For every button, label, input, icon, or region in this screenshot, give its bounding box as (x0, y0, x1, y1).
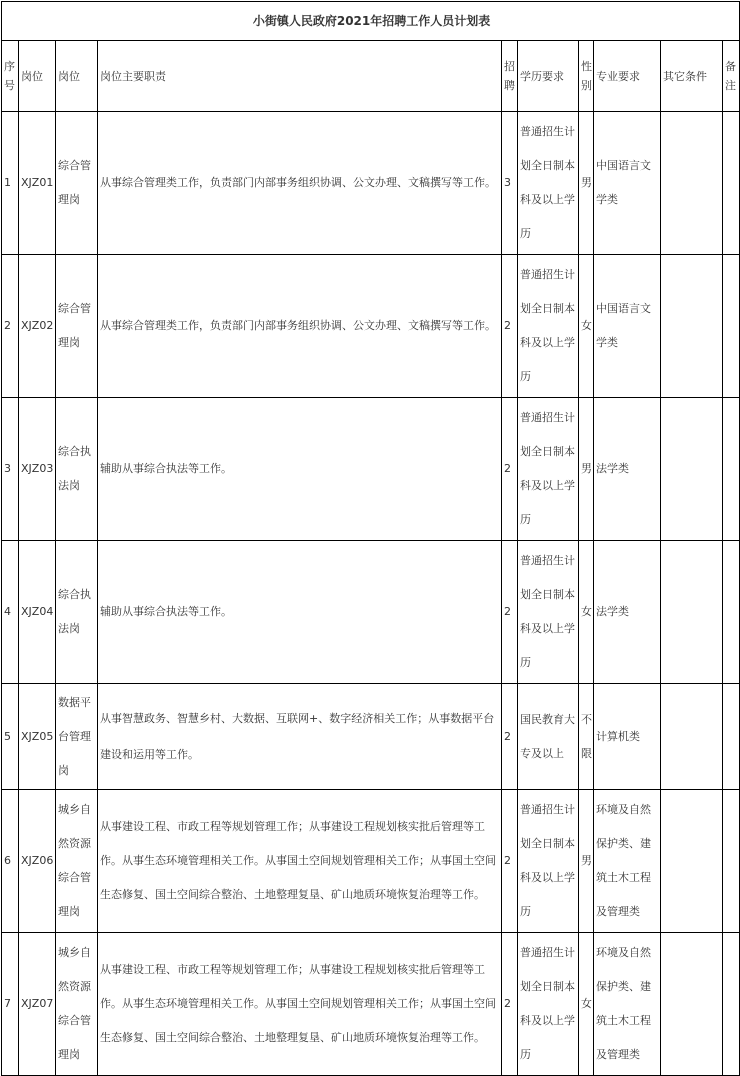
table-row (2, 684, 740, 790)
cell-other (661, 933, 723, 1076)
table-row (2, 255, 740, 398)
cell-major: 计算机类 (594, 684, 661, 790)
header-row (2, 41, 740, 112)
cell-education: 普通招生计划全日制本科及以上学历 (518, 790, 579, 933)
cell-post: 综合管理岗 (56, 255, 98, 398)
cell-gender: 男 (579, 398, 594, 541)
cell-other (661, 112, 723, 255)
cell-note (723, 684, 740, 790)
cell-duty: 从事智慧政务、智慧乡村、大数据、互联网+、数字经济相关工作；从事数据平台建设和运用等工作。 (98, 684, 502, 790)
cell-other (661, 398, 723, 541)
cell-seq: 6 (2, 790, 19, 933)
cell-post: 数据平台管理岗 (56, 684, 98, 790)
cell-code: XJZ01 (19, 112, 56, 255)
cell-other (661, 255, 723, 398)
cell-code: XJZ07 (19, 933, 56, 1076)
cell-duty: 从事综合管理类工作，负责部门内部事务组织协调、公文办理、文稿撰写等工作。 (98, 255, 502, 398)
cell-duty: 从事建设工程、市政工程等规划管理工作；从事建设工程规划核实批后管理等工作。从事生态环境管理相关工作。从事国土空间规划管理相关工作；从事国土空间生态修复、国土空间综合整治、土地整理复垦、矿山地质环境恢复治理等工作。 (98, 933, 502, 1076)
cell-gender: 男 (579, 790, 594, 933)
cell-code: XJZ02 (19, 255, 56, 398)
cell-education: 普通招生计划全日制本科及以上学历 (518, 398, 579, 541)
table-row (2, 398, 740, 541)
recruitment-plan-table (1, 1, 740, 1076)
cell-education: 普通招生计划全日制本科及以上学历 (518, 541, 579, 684)
header-code: 岗位 (19, 41, 56, 112)
cell-other (661, 541, 723, 684)
cell-note (723, 790, 740, 933)
cell-count: 2 (502, 790, 518, 933)
cell-post: 综合执法岗 (56, 398, 98, 541)
header-duty: 岗位主要职责 (98, 41, 502, 112)
cell-education: 普通招生计划全日制本科及以上学历 (518, 255, 579, 398)
cell-note (723, 541, 740, 684)
cell-count: 2 (502, 541, 518, 684)
cell-count: 3 (502, 112, 518, 255)
cell-duty: 从事综合管理类工作，负责部门内部事务组织协调、公文办理、文稿撰写等工作。 (98, 112, 502, 255)
header-gender: 性别 (579, 41, 594, 112)
cell-code: XJZ03 (19, 398, 56, 541)
cell-education: 普通招生计划全日制本科及以上学历 (518, 933, 579, 1076)
header-major: 专业要求 (594, 41, 661, 112)
header-seq: 序号 (2, 41, 19, 112)
header-education: 学历要求 (518, 41, 579, 112)
cell-count: 2 (502, 398, 518, 541)
cell-major: 环境及自然保护类、建筑土木工程及管理类 (594, 790, 661, 933)
cell-count: 2 (502, 933, 518, 1076)
cell-note (723, 255, 740, 398)
table-row (2, 112, 740, 255)
cell-seq: 5 (2, 684, 19, 790)
cell-seq: 3 (2, 398, 19, 541)
cell-duty: 从事建设工程、市政工程等规划管理工作；从事建设工程规划核实批后管理等工作。从事生态环境管理相关工作。从事国土空间规划管理相关工作；从事国土空间生态修复、国土空间综合整治、土地整理复垦、矿山地质环境恢复治理等工作。 (98, 790, 502, 933)
cell-duty: 辅助从事综合执法等工作。 (98, 541, 502, 684)
table-row (2, 790, 740, 933)
header-note: 备注 (723, 41, 740, 112)
cell-note (723, 112, 740, 255)
cell-other (661, 790, 723, 933)
header-other: 其它条件 (661, 41, 723, 112)
cell-major: 法学类 (594, 398, 661, 541)
cell-count: 2 (502, 684, 518, 790)
cell-major: 中国语言文学类 (594, 255, 661, 398)
cell-count: 2 (502, 255, 518, 398)
cell-gender: 女 (579, 933, 594, 1076)
table-title: 小街镇人民政府2021年招聘工作人员计划表 (2, 2, 740, 41)
cell-note (723, 398, 740, 541)
cell-gender: 女 (579, 541, 594, 684)
cell-gender: 男 (579, 112, 594, 255)
cell-post: 城乡自然资源综合管理岗 (56, 933, 98, 1076)
cell-major: 环境及自然保护类、建筑土木工程及管理类 (594, 933, 661, 1076)
cell-post: 综合管理岗 (56, 112, 98, 255)
cell-education: 普通招生计划全日制本科及以上学历 (518, 112, 579, 255)
header-post: 岗位 (56, 41, 98, 112)
cell-note (723, 933, 740, 1076)
cell-seq: 1 (2, 112, 19, 255)
cell-seq: 2 (2, 255, 19, 398)
cell-code: XJZ05 (19, 684, 56, 790)
cell-other (661, 684, 723, 790)
cell-seq: 7 (2, 933, 19, 1076)
cell-duty: 辅助从事综合执法等工作。 (98, 398, 502, 541)
cell-post: 城乡自然资源综合管理岗 (56, 790, 98, 933)
cell-seq: 4 (2, 541, 19, 684)
cell-code: XJZ06 (19, 790, 56, 933)
cell-gender: 不限 (579, 684, 594, 790)
header-count: 招聘 (502, 41, 518, 112)
cell-gender: 女 (579, 255, 594, 398)
cell-post: 综合执法岗 (56, 541, 98, 684)
table-row (2, 541, 740, 684)
table-row (2, 933, 740, 1076)
cell-major: 法学类 (594, 541, 661, 684)
cell-major: 中国语言文学类 (594, 112, 661, 255)
cell-education: 国民教育大专及以上 (518, 684, 579, 790)
cell-code: XJZ04 (19, 541, 56, 684)
